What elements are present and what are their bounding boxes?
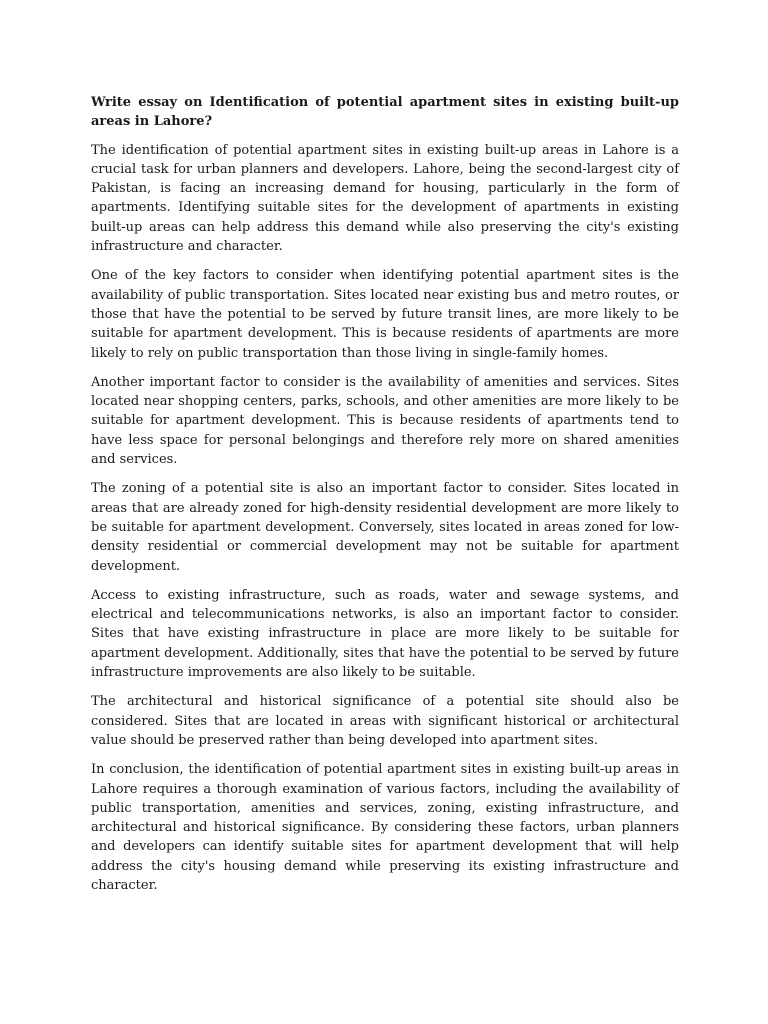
paragraph-conclusion: In conclusion, the identification of potential apartment sites in existing built-up areas in Lahore requires a thorough examination of various factors, including the availability of public transportation, amenities and services, zoning, existing infrastructure, and architectural and historical significance. By considering these factors, urban planners and developers can identify suitable sites for apartment development that will help address the city's housing demand while preserving its existing infrastructure and character. [91, 762, 679, 893]
paragraph-public-transportation: One of the key factors to consider when identifying potential apartment sites is the availability of public transportation. Sites located near existing bus and metro routes, or those that have the potential to be served by future transit lines, are more likely to be suitable for apartment development. This is because residents of apartments are more likely to rely on public transportation than those living in single-family homes. [91, 268, 679, 361]
paragraph-infrastructure: Access to existing infrastructure, such as roads, water and sewage systems, and electrical and telecommunications networks, is also an important factor to consider. Sites that have existing infrastructure in place are more likely to be suitable for apartment development. Additionally, sites that have the potential to be served by future infrastructure improvements are also likely to be suitable. [91, 587, 679, 681]
essay-prompt-title: Write essay on Identification of potential apartment sites in existing built-up areas in Lahore? [91, 95, 679, 130]
paragraph-introduction: The identification of potential apartment sites in existing built-up areas in Lahore is a crucial task for urban planners and developers. Lahore, being the second-largest city of Pakistan, is facing an increasing demand for housing, particularly in the form of apartments. Identifying suitable sites for the development of apartments in existing built-up areas can help address this demand while also preserving the city's existing infrastructure and character. [91, 142, 679, 255]
paragraph-amenities-services: Another important factor to consider is the availability of amenities and services. Sites located near shopping centers, parks, schools, and other amenities are more likely to be suitable for apartment development. This is because residents of apartments tend to have less space for personal belongings and therefore rely more on shared amenities and services. [91, 374, 679, 468]
paragraph-zoning: The zoning of a potential site is also an important factor to consider. Sites located in areas that are already zoned for high-density residential development are more likely to be suitable for apartment development. Conversely, sites located in areas zoned for low-density residential or commercial development may not be suitable for apartment development. [91, 481, 679, 574]
document-body [91, 93, 679, 905]
paragraph-historical-significance: The architectural and historical significance of a potential site should also be considered. Sites that are located in areas with significant historical or architectural value should be preserved rather than being developed into apartment sites. [91, 694, 679, 748]
